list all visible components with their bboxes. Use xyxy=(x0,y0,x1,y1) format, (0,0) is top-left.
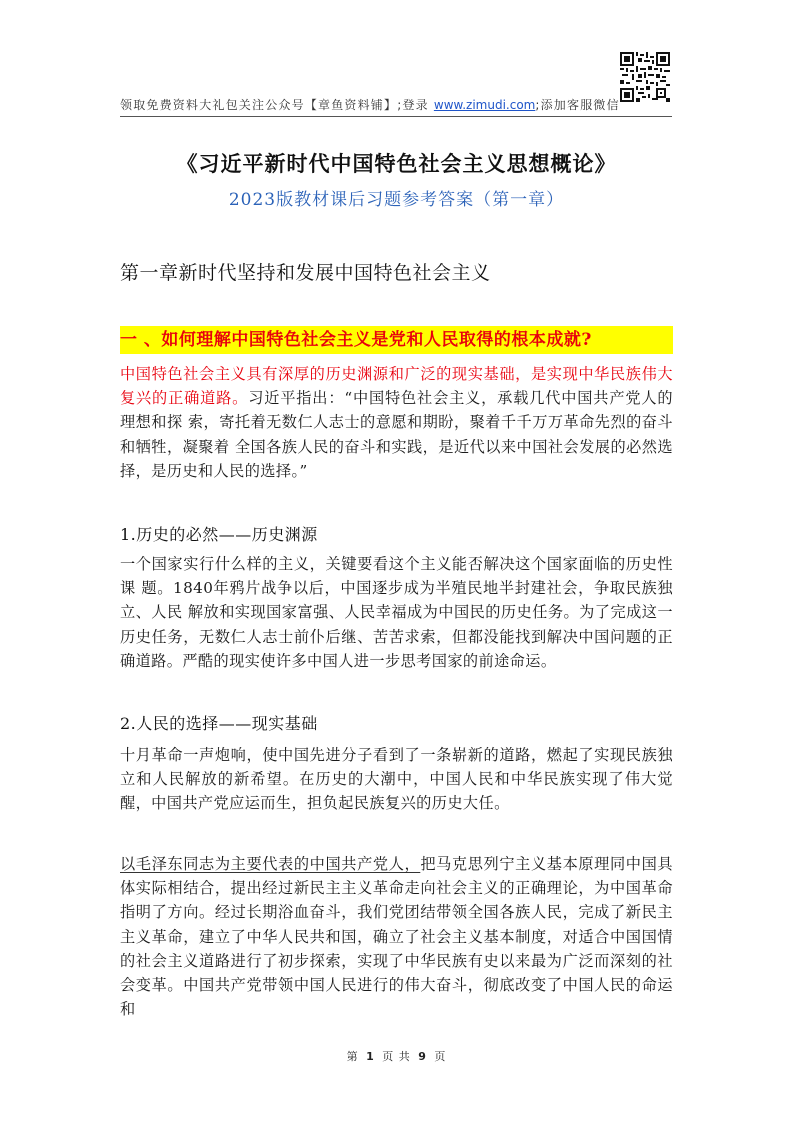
header-prefix: 领取免费资料大礼包关注公众号【章鱼资料铺】;登录 xyxy=(120,98,434,112)
answer-intro-paragraph xyxy=(120,362,673,483)
page-footer xyxy=(0,1048,793,1064)
chapter-heading: 第一章新时代坚持和发展中国特色社会主义 xyxy=(120,262,491,284)
underlined-phrase: 以毛泽东同志为主要代表的中国共产党人， xyxy=(120,855,421,873)
section-paragraph-mao xyxy=(120,852,673,1021)
document-subtitle: 2023版教材课后习题参考答案（第一章） xyxy=(228,190,565,210)
header-divider xyxy=(120,116,672,117)
website-link[interactable]: www.zimudi.com xyxy=(433,98,536,112)
footer-total-pages: 9 xyxy=(418,1050,427,1063)
section-heading-people: 2.人民的选择——现实基础 xyxy=(120,714,318,733)
answer-intro-highlight: 中国特色社会主义具有深厚的历史渊源和广泛的现实基础，是实现中华民族伟大复兴的正确道路。 xyxy=(120,365,673,408)
section-paragraph-history: 一个国家实行什么样的主义，关键要看这个主义能否解决这个国家面临的历史性课 题。1840年鸦片战争以后，中国逐步成为半殖民地半封建社会，争取民族独立、人民 解放和实现国家富强、人民幸福成为中国民的历史任务。为了完成这一历史任务，无数仁人志士前仆后继、苦苦求索，但都没能找到解决中国问题的正确道路。严酷的现实使许多中国人进一步思考国家的前途命运。 xyxy=(120,555,673,670)
section-paragraph-people: 十月革命一声炮响，使中国先进分子看到了一条崭新的道路，燃起了实现民族独立和人民解放的新希望。在历史的大潮中，中国人民和中华民族实现了伟大觉醒，中国共产党应运而生，担负起民族复兴的历史大任。 xyxy=(120,746,673,813)
header-suffix: ;添加客服微信 xyxy=(535,98,620,112)
footer-label-page: 第 xyxy=(346,1050,359,1063)
question-heading: 一 、如何理解中国特色社会主义是党和人民取得的根本成就? xyxy=(120,326,673,354)
paragraph-continuation: 把马克思列宁主义基本原理同中国具体实际相结合，提出经过新民主主义革命走向社会主义的正确理论，为中国革命指明了方向。经过长期浴血奋斗，我们党团结带领全国各族人民，完成了新民主主义革命，建立了中华人民共和国，确立了社会主义基本制度，对适合中国国情的社会主义道路进行了初步探索，实现了中华民族有史以来最为广泛而深刻的社会变革。中国共产党带领中国人民进行的伟大奋斗，彻底改变了中国人民的命运和 xyxy=(120,855,673,1019)
page-header xyxy=(120,96,620,113)
footer-label-of: 页 共 xyxy=(382,1050,411,1063)
qr-code-icon xyxy=(620,52,670,102)
footer-label-end: 页 xyxy=(434,1050,447,1063)
section-heading-history: 1.历史的必然——历史渊源 xyxy=(120,525,318,544)
document-title: 《习近平新时代中国特色社会主义思想概论》 xyxy=(176,151,617,176)
footer-current-page: 1 xyxy=(366,1050,375,1063)
answer-intro-quote: 习近平指出：“中国特色社会主义，承载几代中国共产党人的理想和探 索，寄托着无数仁人志士的意愿和期盼，聚着千千万万革命先烈的奋斗和牺牲，凝聚着 全国各族人民的奋斗和实践，是近代以来中国社会发展的必然选择，是历史和人民的选择。” xyxy=(120,389,673,480)
